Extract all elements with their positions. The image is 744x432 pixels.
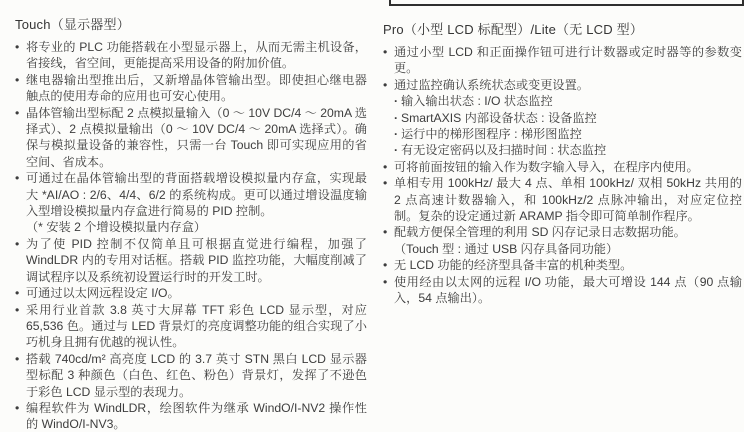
- bullet-text: 配载方便保全管理的利用 SD 闪存记录日志数据功能。: [394, 225, 686, 240]
- bullet-note: （Touch 型 : 通过 USB 闪存具备同功能）: [394, 241, 619, 256]
- bullet-text: 可通过以太网远程设定 I/O。: [26, 286, 180, 301]
- bullet-text: 单相专用 100kHz/ 最大 4 点、单相 100kHz/ 双相 50kHz 共用的 2 点高速计数器输入，和 100kHz/2 点脉冲输出，对应定位控制。复杂的设定通过新 ARAMP 指令即可简单制作程序。: [394, 176, 742, 224]
- feature-bullet: [383, 274, 742, 307]
- bullet-note: （* 安装 2 个增设模拟量内存盒）: [26, 220, 207, 235]
- bullet-text: 采用行业首款 3.8 英寸大屏幕 TFT 彩色 LCD 显示型，对应 65,536 色。通过与 LED 背景灯的亮度调整功能的组合实现了小巧机身且拥有优越的视认性。: [26, 302, 367, 350]
- feature-bullet: [15, 236, 367, 285]
- feature-list-pro-lite: [383, 44, 742, 307]
- bullet-text: 编程软件为 WindLDR，绘图软件为继承 WindO/I-NV2 操作性的 WindO/I-NV3。: [26, 400, 367, 432]
- feature-bullet: [15, 400, 367, 432]
- bullet-text: 晶体管输出型标配 2 点模拟量输入（0 ～ 10V DC/4 ～ 20mA 选择式）、2 点模拟量输出（0 ～ 10V DC/4 ～ 20mA 选择式）。确保与模拟量设备的兼容性，只需一台 Touch 即可实现应用的省空间、省成本。: [26, 105, 367, 169]
- feature-bullet: [15, 170, 367, 236]
- column-pro-lite: [383, 23, 742, 307]
- feature-list-touch: [15, 39, 367, 432]
- column-title-pro-lite: Pro（小型 LCD 标配型）/Lite（无 LCD 型）: [383, 22, 644, 37]
- column-title-touch: Touch（显示器型）: [15, 17, 130, 32]
- bullet-text: 继电器输出型推出后，又新增晶体管输出型。即使担心继电器触点的使用寿命的应用也可安心使用。: [26, 72, 367, 104]
- feature-bullet: [15, 72, 367, 105]
- feature-bullet: [15, 285, 367, 301]
- bullet-text: 通过小型 LCD 和正面操作钮可进行计数器或定时器等的参数变更。: [394, 45, 742, 76]
- feature-bullet: [15, 351, 367, 400]
- bullet-text: 可通过在晶体管输出型的背面搭载增设模拟量内存盒，实现最大 *AI/AO : 2/6、4/4、6/2 的系统构成。更可以通过增设温度输入型增设模拟量内存盒进行简易的 PID 控制。: [26, 171, 367, 219]
- bullet-text: 搭载 740cd/m² 高亮度 LCD 的 3.7 英寸 STN 黑白 LCD 显示器型标配 3 种颜色（白色、红色、粉色）背景灯，发挥了不逊色于彩色 LCD 显示型的表现力。: [26, 351, 367, 399]
- feature-bullet: [383, 44, 742, 77]
- bullet-text: 通过监控确认系统状态或变更设置。: [394, 77, 589, 92]
- sub-item: · 输入输出状态 : I/O 状态监控: [394, 93, 742, 109]
- cropped-box-border: [389, 0, 744, 6]
- feature-bullet: [15, 105, 367, 171]
- sub-item: · SmartAXIS 内部设备状态 : 设备监控: [394, 110, 742, 126]
- feature-bullet: [383, 175, 742, 224]
- feature-bullet: [383, 257, 742, 273]
- bullet-text: 可将前面按钮的输入作为数字输入导入，在程序内使用。: [394, 159, 699, 174]
- feature-bullet: [383, 77, 742, 159]
- bullet-text: 无 LCD 功能的经济型具备丰富的机种类型。: [394, 258, 633, 273]
- feature-bullet: [15, 302, 367, 351]
- bullet-text: 将专业的 PLC 功能搭载在小型显示器上，从而无需主机设备，省接线，省空间，更能提高采用设备的附加价值。: [26, 40, 367, 71]
- bullet-text: 为了使 PID 控制不仅简单且可根据直觉进行编程，加强了 WindLDR 内的专用对话框。搭载 PID 监控功能，大幅度削减了调试程序以及系统初设置运行时的开发工时。: [26, 236, 367, 284]
- feature-bullet: [15, 39, 367, 72]
- column-touch: [15, 18, 367, 432]
- sub-item-list: [394, 93, 742, 159]
- feature-bullet: [383, 224, 742, 257]
- feature-bullet: [383, 159, 742, 175]
- sub-item: · 有无设定密码以及扫描时间 : 状态监控: [394, 142, 742, 158]
- bullet-text: 使用经由以太网的远程 I/O 功能，最大可增设 144 点（90 点输入，54 点输出）。: [394, 274, 742, 306]
- sub-item: · 运行中的梯形图程序 : 梯形图监控: [394, 126, 742, 142]
